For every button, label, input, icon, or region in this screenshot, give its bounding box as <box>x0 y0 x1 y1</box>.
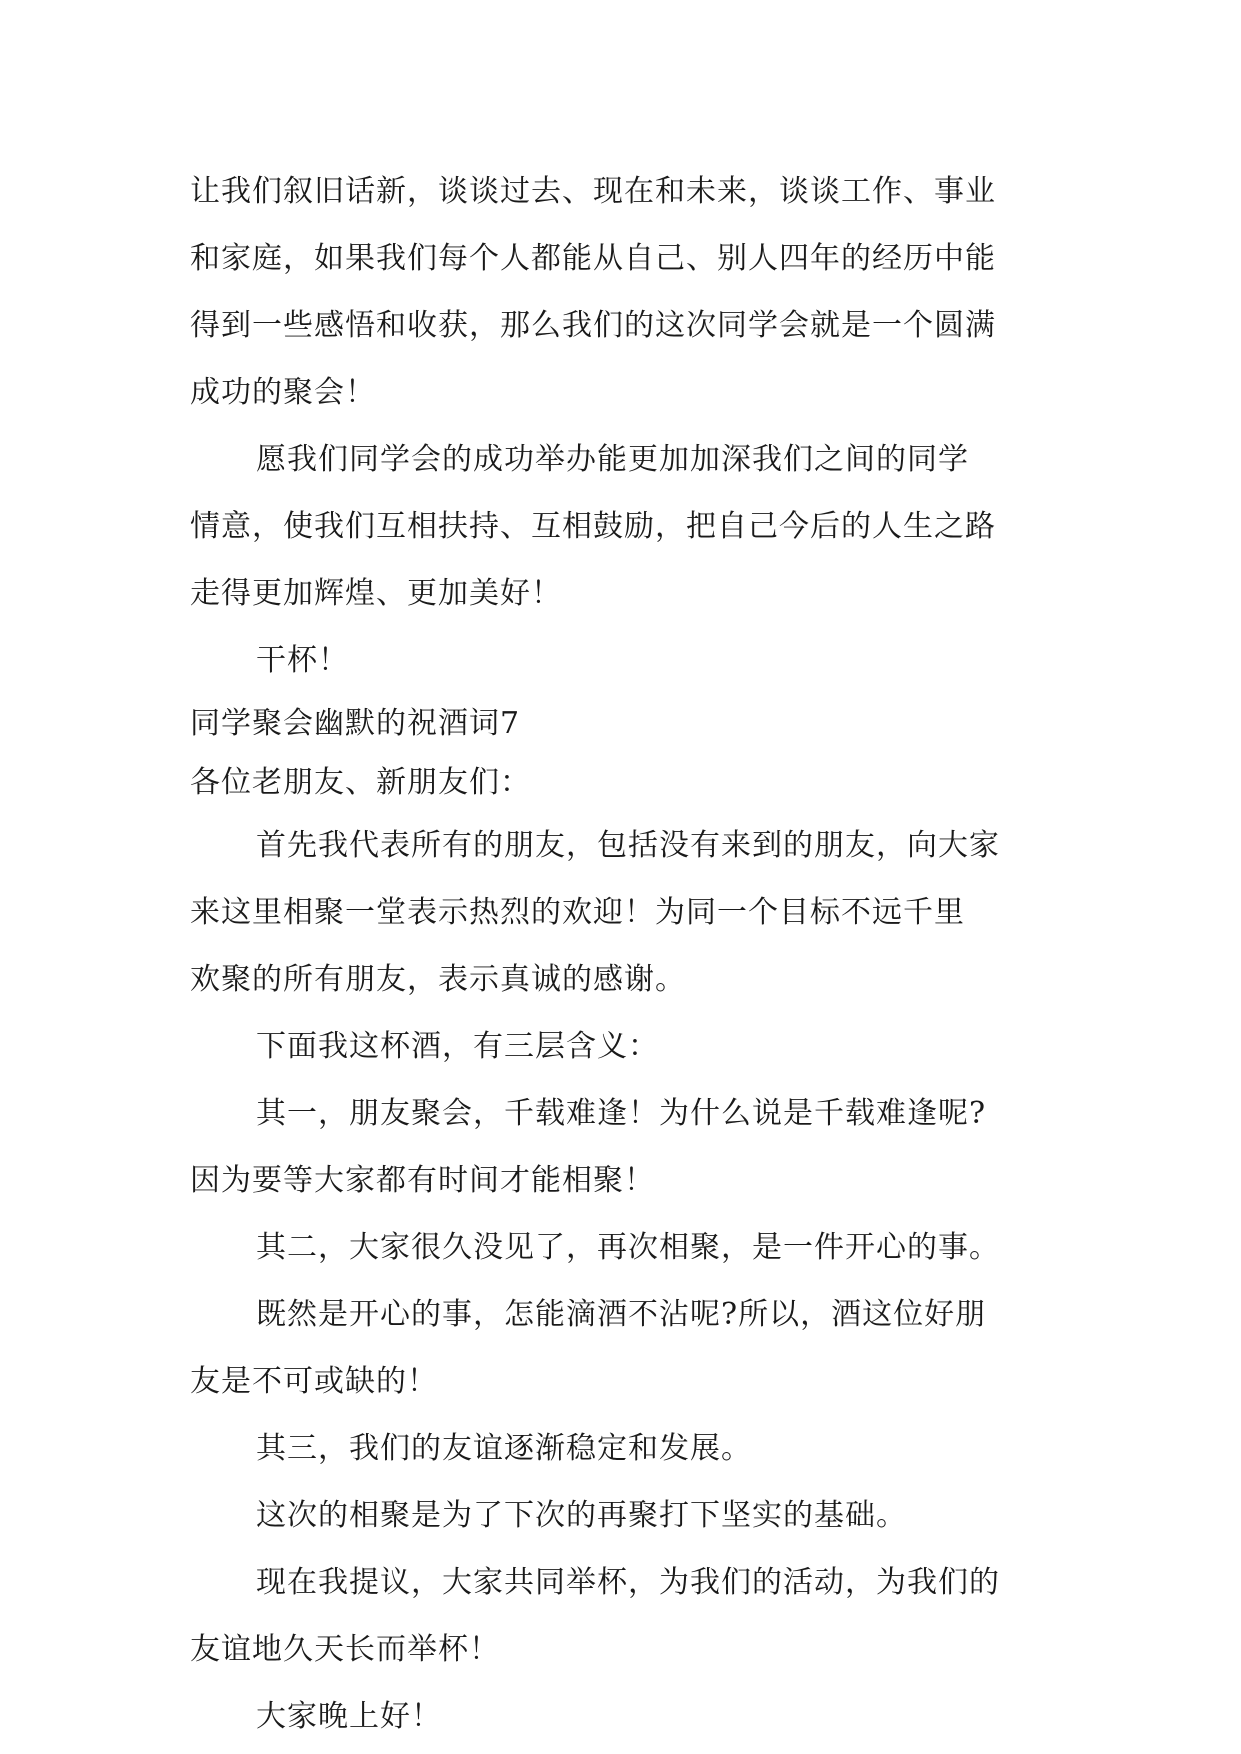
text-line: 来这里相聚一堂表示热烈的欢迎！为同一个目标不远千里 <box>190 895 965 930</box>
paragraph-start: 其三，我们的友谊逐渐稳定和发展。 <box>256 1431 752 1466</box>
text-line: 欢聚的所有朋友，表示真诚的感谢。 <box>190 962 686 997</box>
paragraph-start: 大家晚上好！ <box>256 1699 442 1734</box>
paragraph-start: 首先我代表所有的朋友，包括没有来到的朋友，向大家 <box>256 828 1000 863</box>
paragraph-start: 现在我提议，大家共同举杯，为我们的活动，为我们的 <box>256 1565 1000 1600</box>
salutation: 各位老朋友、新朋友们： <box>190 765 531 800</box>
text-line: 情意，使我们互相扶持、互相鼓励，把自己今后的人生之路 <box>190 509 996 544</box>
paragraph-start: 愿我们同学会的成功举办能更加加深我们之间的同学 <box>256 442 969 477</box>
text-line: 得到一些感悟和收获，那么我们的这次同学会就是一个圆满 <box>190 308 996 343</box>
paragraph-start: 干杯！ <box>256 643 349 678</box>
text-line: 成功的聚会！ <box>190 375 376 410</box>
paragraph-start: 其二，大家很久没见了，再次相聚，是一件开心的事。 <box>256 1230 1000 1265</box>
text-line: 友谊地久天长而举杯！ <box>190 1632 500 1667</box>
document-body <box>190 158 1070 1750</box>
text-line: 因为要等大家都有时间才能相聚！ <box>190 1163 655 1198</box>
text-line: 和家庭，如果我们每个人都能从自己、别人四年的经历中能 <box>190 241 996 276</box>
text-line: 让我们叙旧话新，谈谈过去、现在和未来，谈谈工作、事业 <box>190 174 996 209</box>
paragraph-start: 下面我这杯酒，有三层含义： <box>256 1029 659 1064</box>
text-line: 走得更加辉煌、更加美好！ <box>190 576 562 611</box>
paragraph-start: 其一，朋友聚会，千载难逢！为什么说是千载难逢呢? <box>256 1096 987 1131</box>
text-line: 友是不可或缺的！ <box>190 1364 438 1399</box>
paragraph-start: 这次的相聚是为了下次的再聚打下坚实的基础。 <box>256 1498 907 1533</box>
section-heading: 同学聚会幽默的祝酒词7 <box>190 706 521 741</box>
paragraph-start: 既然是开心的事，怎能滴酒不沾呢?所以，酒这位好朋 <box>256 1297 987 1332</box>
